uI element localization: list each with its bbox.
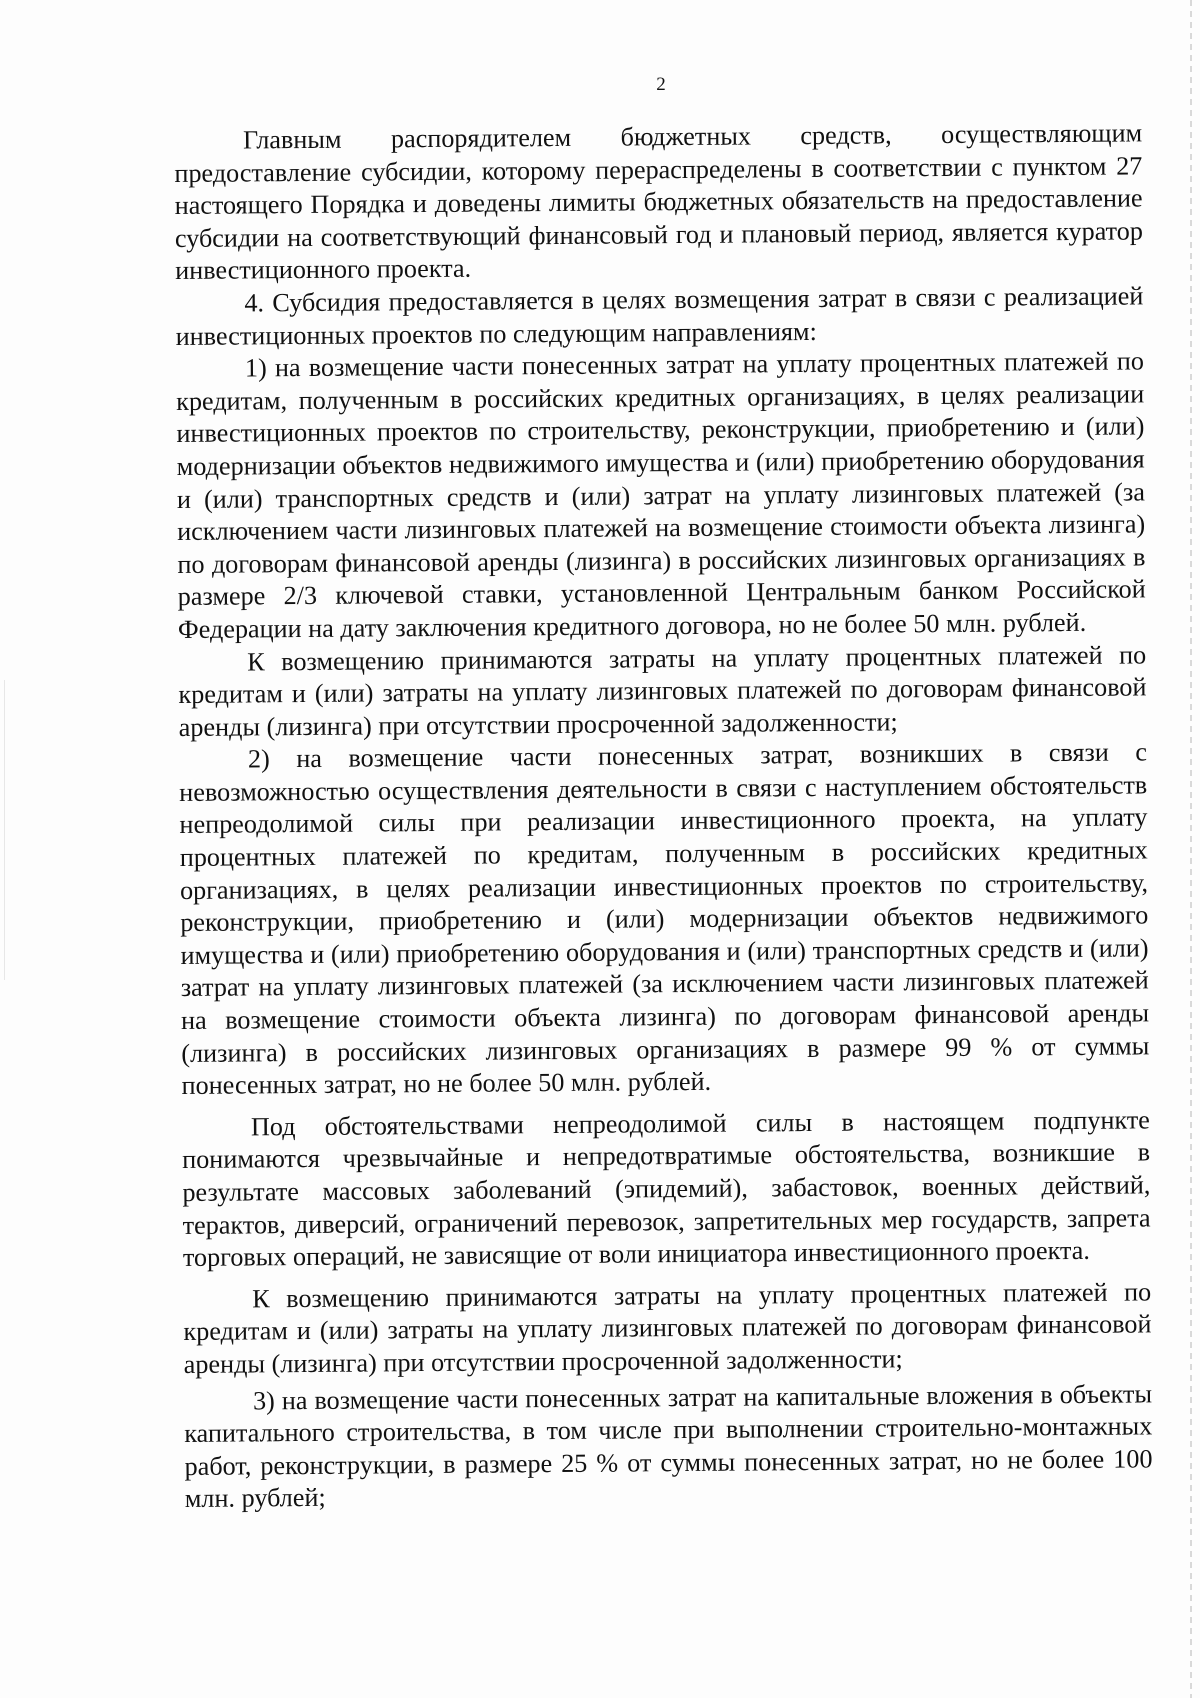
paragraph-force-majeure: Под обстоятельствами непреодолимой силы в настоящем подпункте понимаются чрезвычайные и непредотвратимые обстоятельства, возникшие в результате массовых заболеваний (эпидемий), забастовок, военных действий, терактов, диверсий, ограничений перевозок, запретительных мер государств, запрета торговых операций, не зависящие от воли инициатора инвестиционного проекта. [182, 1105, 1151, 1273]
paragraph-budget-manager: Главным распорядителем бюджетных средств, осуществляющим предоставление субсидии, которому перераспределены в соответствии с пунктом 27 настоящего Порядка и доведены лимиты бюджетных обязательств на предоставление субсидии на соответствующий финансовый год и плановый период, является куратор инвестиционного проекта. [174, 118, 1143, 286]
document-body [174, 117, 1153, 1515]
paragraph-subitem-2: 2) на возмещение части понесенных затрат, возникших в связи с невозможностью осуществления деятельности в связи с наступлением обстоятельств непреодолимой силы при реализации инвестиционного проекта, на уплату процентных платежей по кредитам, полученным в российских кредитных организациях, в целях реализации инвестиционных проектов по строительству, реконструкции, приобретению и (или) модернизации объектов недвижимого имущества и (или) приобретению оборудования и (или) транспортных средств и (или) затрат на уплату лизинговых платежей (за исключением части лизинговых платежей на возмещение стоимости объекта лизинга) по договорам финансовой аренды (лизинга) в российских лизинговых организациях в размере 99 % от суммы понесенных затрат, но не более 50 млн. рублей. [179, 737, 1150, 1101]
scan-edge-left-artifact [4, 680, 5, 980]
scan-edge-artifact [1190, 0, 1192, 1698]
paragraph-reimbursement-note-2: К возмещению принимаются затраты на уплату процентных платежей по кредитам и (или) затраты на уплату лизинговых платежей по договорам финансовой аренды (лизинга) при отсутствии просроченной задолженности; [183, 1277, 1152, 1379]
paragraph-reimbursement-note-1: К возмещению принимаются затраты на уплату процентных платежей по кредитам и (или) затраты на уплату лизинговых платежей по договорам финансовой аренды (лизинга) при отсутствии просроченной задолженности; [178, 639, 1147, 742]
page-number: 2 [656, 74, 666, 95]
paragraph-item-4: 4. Субсидия предоставляется в целях возмещения затрат в связи с реализацией инвестиционных проектов по следующим направлениям: [175, 281, 1144, 351]
paragraph-subitem-1: 1) на возмещение части понесенных затрат на уплату процентных платежей по кредитам, полученным в российских кредитных организациях, в целях реализации инвестиционных проектов по строительству, реконструкции, приобретению и (или) модернизации объектов недвижимого имущества и (или) приобретению оборудования и (или) транспортных средств и (или) затрат на уплату лизинговых платежей (за исключением части лизинговых платежей на возмещение стоимости объекта лизинга) по договорам финансовой аренды (лизинга) в российских лизинговых организациях в размере 2/3 ключевой ставки, установленной Центральным банком Российской Федерации на дату заключения кредитного договора, но не более 50 млн. рублей. [176, 346, 1146, 644]
paragraph-subitem-3: 3) на возмещение части понесенных затрат на капитальные вложения в объекты капитального строительства, в том числе при выполнении строительно-монтажных работ, реконструкции, в размере 25 % от суммы понесенных затрат, но не более 100 млн. рублей; [184, 1378, 1153, 1514]
